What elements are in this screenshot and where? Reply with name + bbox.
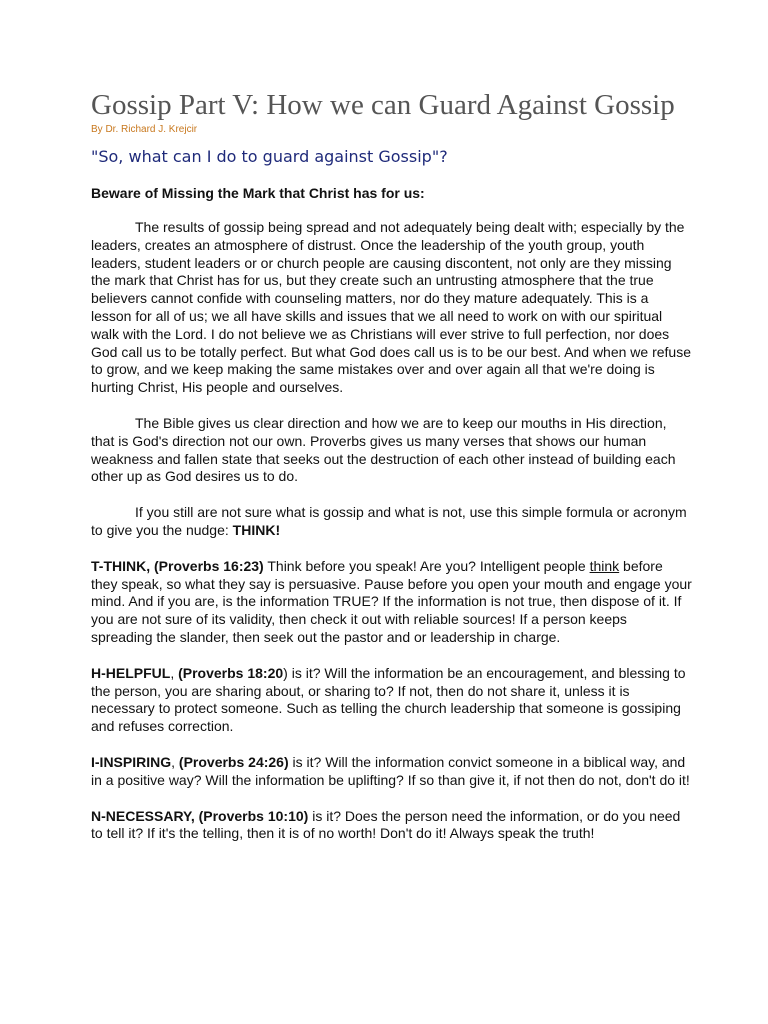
h-helpful-reference: (Proverbs 18:20 [178,664,284,681]
section-heading: Beware of Missing the Mark that Christ has for us: [91,185,425,201]
t-think-text-a: Think before you speak! Are you? Intelligent people [263,557,590,574]
subtitle-question: "So, what can I do to guard against Gossip"? [91,147,448,166]
h-helpful-text: ) is it? Will the information be an encouragement, and blessing to the person, you are sharing about, or sharing to? If not, then do not share it, unless it is necessary to protect someone. Such as telling the church leadership that someone is gossiping and refuses correction. [91,664,686,735]
h-helpful-separator: , [170,664,179,681]
think-emphasis: THINK! [232,521,281,538]
i-inspiring-reference: (Proverbs 24:26) [178,753,289,770]
t-think-heading: T-THINK, (Proverbs 16:23) [91,557,264,574]
paragraph-h-helpful [91,665,692,736]
n-necessary-heading: N-NECESSARY, (Proverbs 10:10) [91,807,309,824]
page-title: Gossip Part V: How we can Guard Against Gossip [91,89,675,121]
i-inspiring-heading: I-INSPIRING [91,753,172,770]
h-helpful-heading: H-HELPFUL [91,664,171,681]
n-necessary-text: is it? Does the person need the information, or do you need to tell it? If it's the telling, then it is of no worth! Don't do it! Always speak the truth! [91,807,681,842]
think-underlined-word: think [589,557,620,574]
paragraph-results-of-gossip: The results of gossip being spread and not adequately being dealt with; especially by the leaders, creates an atmosphere of distrust. Once the leadership of the youth group, youth leaders, student leaders or or church people are causing discontent, not only are they missing the mark that Christ has for us, but they create such an untrusting atmosphere that the true believers cannot confide with counseling matters, nor do they mature adequately. This is a lesson for all of us; we all have skills and issues that we all need to work on with our spiritual walk with the Lord. I do not believe we as Christians will ever strive to full perfection, nor does God call us to be totally perfect. But what God does call us is to be our best. And when we refuse to grow, and we keep making the same mistakes over and over again all that we're doing is hurting Christ, His people and ourselves. [91,219,692,396]
i-inspiring-text: is it? Will the information convict someone in a biblical way, and in a positive way? Will the information be uplifting? If so than give it, if not then do not, don't do it! [91,753,690,788]
think-intro-text: If you still are not sure what is gossip and what is not, use this simple formula or acronym to give you the nudge: [91,504,687,538]
paragraph-n-necessary [91,808,692,844]
paragraph-think-acronym [91,504,692,540]
paragraph-t-think [91,558,692,647]
paragraph-bible-direction: The Bible gives us clear direction and how we are to keep our mouths in His direction, that is God's direction not our own. Proverbs gives us many verses that shows our human weakness and fallen state that seeks out the destruction of each other instead of building each other up as God desires us to do. [91,414,676,485]
i-inspiring-separator: , [171,753,179,770]
author-byline: By Dr. Richard J. Krejcir [91,124,198,135]
t-think-text-b: before they speak, so what they say is persuasive. Pause before you open your mouth and engage your mind. And if you are, is the information TRUE? If the information is not true, then dispose of it. If you are not sure of its validity, then check it out with reliable sources! If a person keeps spreading the slander, then seek out the pastor and or leadership in charge. [91,557,692,645]
paragraph-i-inspiring [91,754,692,790]
